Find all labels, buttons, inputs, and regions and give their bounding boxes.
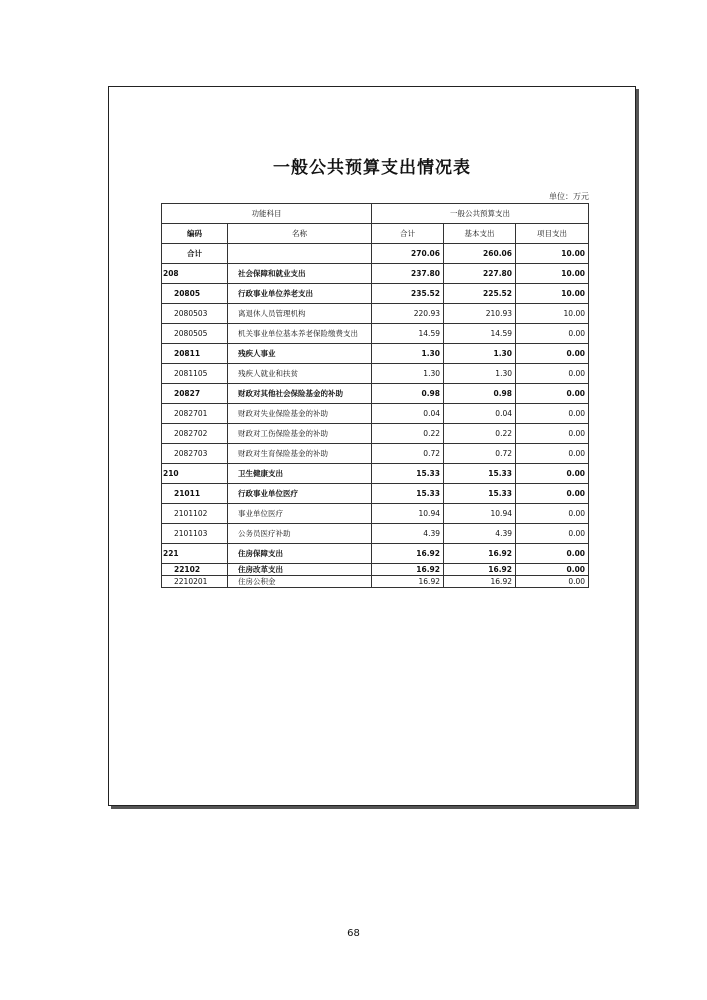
cell-name: 财政对其他社会保险基金的补助: [228, 384, 372, 404]
cell-name: 社会保障和就业支出: [228, 264, 372, 284]
cell-code: 2080505: [162, 324, 228, 344]
cell-basic: 1.30: [444, 344, 516, 364]
cell-project: 10.00: [516, 304, 589, 324]
cell-total: 1.30: [372, 364, 444, 384]
cell-basic: 0.22: [444, 424, 516, 444]
page-number: 68: [347, 928, 360, 939]
cell-name: 离退休人员管理机构: [228, 304, 372, 324]
cell-code: 2082702: [162, 424, 228, 444]
cell-basic: 227.80: [444, 264, 516, 284]
cell-code: 210: [162, 464, 228, 484]
table-row: [162, 364, 589, 384]
cell-project: 0.00: [516, 544, 589, 564]
table-row: [162, 284, 589, 304]
cell-basic: 10.94: [444, 504, 516, 524]
table-row: [162, 424, 589, 444]
cell-total: 270.06: [372, 244, 444, 264]
cell-code: 208: [162, 264, 228, 284]
cell-name: 住房公积金: [228, 576, 372, 588]
table-row: [162, 324, 589, 344]
cell-basic: 0.04: [444, 404, 516, 424]
header-name: 名称: [228, 224, 372, 244]
cell-name: 卫生健康支出: [228, 464, 372, 484]
cell-basic: 0.72: [444, 444, 516, 464]
cell-total: 16.92: [372, 564, 444, 576]
cell-project: 0.00: [516, 384, 589, 404]
cell-total: 1.30: [372, 344, 444, 364]
cell-name: 行政事业单位医疗: [228, 484, 372, 504]
cell-code: 2210201: [162, 576, 228, 588]
cell-name: 财政对失业保险基金的补助: [228, 404, 372, 424]
cell-name: 财政对生育保险基金的补助: [228, 444, 372, 464]
cell-total: 0.72: [372, 444, 444, 464]
header-code: 编码: [162, 224, 228, 244]
cell-name: 残疾人就业和扶贫: [228, 364, 372, 384]
table-row: [162, 464, 589, 484]
cell-code: 2101103: [162, 524, 228, 544]
cell-code: 20811: [162, 344, 228, 364]
cell-project: 0.00: [516, 576, 589, 588]
table-row: [162, 304, 589, 324]
cell-name: 住房改革支出: [228, 564, 372, 576]
table-row: [162, 384, 589, 404]
cell-code: 221: [162, 544, 228, 564]
cell-project: 0.00: [516, 524, 589, 544]
unit-label: 单位：万元: [549, 192, 589, 201]
cell-total: 10.94: [372, 504, 444, 524]
cell-total: 0.22: [372, 424, 444, 444]
header-function-subjects: 功能科目: [162, 204, 372, 224]
cell-name: [228, 244, 372, 264]
cell-project: 10.00: [516, 244, 589, 264]
cell-total: 4.39: [372, 524, 444, 544]
cell-project: 0.00: [516, 344, 589, 364]
header-basic: 基本支出: [444, 224, 516, 244]
cell-total: 235.52: [372, 284, 444, 304]
cell-basic: 260.06: [444, 244, 516, 264]
cell-total: 237.80: [372, 264, 444, 284]
cell-total: 15.33: [372, 464, 444, 484]
cell-code: 2081105: [162, 364, 228, 384]
cell-code: 合计: [162, 244, 228, 264]
cell-name: 事业单位医疗: [228, 504, 372, 524]
cell-basic: 0.98: [444, 384, 516, 404]
document-sheet: [108, 86, 636, 806]
page-title: 一般公共预算支出情况表: [273, 158, 471, 178]
cell-code: 2080503: [162, 304, 228, 324]
cell-basic: 225.52: [444, 284, 516, 304]
cell-name: 公务员医疗补助: [228, 524, 372, 544]
budget-table: [161, 203, 589, 588]
cell-basic: 210.93: [444, 304, 516, 324]
cell-code: 20805: [162, 284, 228, 304]
table-row: [162, 404, 589, 424]
cell-total: 220.93: [372, 304, 444, 324]
cell-basic: 1.30: [444, 364, 516, 384]
cell-code: 20827: [162, 384, 228, 404]
cell-code: 2082703: [162, 444, 228, 464]
table-row: [162, 244, 589, 264]
cell-total: 16.92: [372, 576, 444, 588]
cell-project: 0.00: [516, 324, 589, 344]
cell-name: 残疾人事业: [228, 344, 372, 364]
cell-project: 0.00: [516, 364, 589, 384]
cell-basic: 16.92: [444, 544, 516, 564]
cell-code: 2101102: [162, 504, 228, 524]
cell-project: 0.00: [516, 444, 589, 464]
cell-code: 22102: [162, 564, 228, 576]
table-row: [162, 344, 589, 364]
cell-basic: 15.33: [444, 484, 516, 504]
table-row: [162, 444, 589, 464]
cell-basic: 16.92: [444, 564, 516, 576]
header-general-budget: 一般公共预算支出: [372, 204, 589, 224]
cell-project: 0.00: [516, 464, 589, 484]
cell-code: 21011: [162, 484, 228, 504]
table-body: [162, 244, 589, 588]
cell-project: 0.00: [516, 484, 589, 504]
cell-project: 0.00: [516, 404, 589, 424]
cell-basic: 15.33: [444, 464, 516, 484]
table-row: [162, 576, 589, 588]
cell-name: 财政对工伤保险基金的补助: [228, 424, 372, 444]
table-row: [162, 564, 589, 576]
cell-total: 15.33: [372, 484, 444, 504]
cell-basic: 4.39: [444, 524, 516, 544]
table-row: [162, 544, 589, 564]
cell-project: 0.00: [516, 504, 589, 524]
cell-code: 2082701: [162, 404, 228, 424]
cell-project: 0.00: [516, 564, 589, 576]
table-row: [162, 524, 589, 544]
cell-name: 行政事业单位养老支出: [228, 284, 372, 304]
cell-basic: 16.92: [444, 576, 516, 588]
cell-total: 14.59: [372, 324, 444, 344]
cell-project: 10.00: [516, 284, 589, 304]
header-project: 项目支出: [516, 224, 589, 244]
header-total: 合计: [372, 224, 444, 244]
cell-total: 0.98: [372, 384, 444, 404]
cell-project: 0.00: [516, 424, 589, 444]
cell-name: 机关事业单位基本养老保险缴费支出: [228, 324, 372, 344]
cell-project: 10.00: [516, 264, 589, 284]
cell-total: 16.92: [372, 544, 444, 564]
cell-total: 0.04: [372, 404, 444, 424]
cell-name: 住房保障支出: [228, 544, 372, 564]
table-row: [162, 264, 589, 284]
table-row: [162, 504, 589, 524]
cell-basic: 14.59: [444, 324, 516, 344]
table-row: [162, 484, 589, 504]
